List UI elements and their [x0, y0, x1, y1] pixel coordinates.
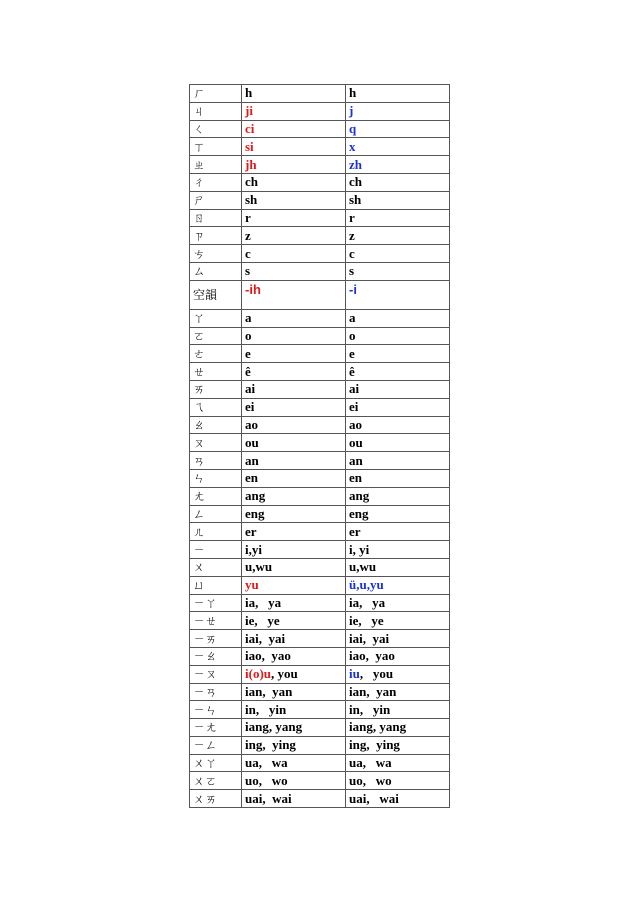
wade-giles-cell [242, 173, 346, 191]
hanyu-pinyin-cell [346, 309, 450, 327]
zhuyin-symbol-cell: ㄧ [190, 541, 242, 559]
wade-giles-cell [242, 523, 346, 541]
wade-giles-cell [242, 102, 346, 120]
wade-giles-cell [242, 380, 346, 398]
table-row [190, 754, 450, 772]
romanization-segment: sh [245, 192, 258, 208]
wade-giles-cell [242, 138, 346, 156]
zhuyin-symbol-cell: ㄦ [190, 523, 242, 541]
romanization-segment: e [245, 345, 251, 361]
hanyu-pinyin-cell [346, 262, 450, 280]
hanyu-pinyin-cell [346, 398, 450, 416]
zhuyin-romanization-table [189, 84, 450, 808]
table-row [190, 630, 450, 648]
romanization-segment: ia, ya [245, 594, 282, 610]
romanization-segment: ai [245, 381, 256, 397]
wade-giles-cell [242, 469, 346, 487]
hanyu-pinyin-cell [346, 209, 450, 227]
wade-giles-cell [242, 665, 346, 683]
table-row [190, 719, 450, 737]
zhuyin-symbol-cell: ㄨㄞ [190, 790, 242, 808]
zhuyin-symbol-cell: ㄛ [190, 327, 242, 345]
hanyu-pinyin-cell [346, 191, 450, 209]
romanization-segment: ji [245, 103, 253, 119]
romanization-segment: yu [245, 577, 259, 593]
wade-giles-cell [242, 398, 346, 416]
table-row [190, 594, 450, 612]
romanization-segment: ch [245, 174, 258, 190]
wade-giles-cell [242, 280, 346, 309]
hanyu-pinyin-cell [346, 505, 450, 523]
romanization-segment: ê [349, 363, 355, 379]
table-row [190, 487, 450, 505]
romanization-segment: an [245, 452, 259, 468]
zhuyin-symbol-cell: ㄐ [190, 102, 242, 120]
hanyu-pinyin-cell [346, 630, 450, 648]
wade-giles-cell [242, 558, 346, 576]
hanyu-pinyin-cell [346, 576, 450, 594]
zhuyin-symbol-cell: ㄧㄞ [190, 630, 242, 648]
romanization-segment: a [245, 310, 252, 326]
table-row [190, 245, 450, 263]
wade-giles-cell [242, 363, 346, 381]
table-row [190, 416, 450, 434]
romanization-segment: iu [349, 666, 360, 682]
wade-giles-cell [242, 576, 346, 594]
table-row [190, 772, 450, 790]
zhuyin-symbol-cell: ㄧㄥ [190, 736, 242, 754]
zhuyin-symbol-cell: ㄗ [190, 227, 242, 245]
romanization-segment: r [349, 209, 355, 225]
romanization-segment: , you [359, 666, 394, 682]
hanyu-pinyin-cell [346, 523, 450, 541]
table-row [190, 434, 450, 452]
zhuyin-symbol-cell: ㄓ [190, 156, 242, 174]
zhuyin-symbol-cell: ㄧㄤ [190, 719, 242, 737]
romanization-segment: er [245, 523, 257, 539]
table-row [190, 380, 450, 398]
zhuyin-symbol-cell: ㄡ [190, 434, 242, 452]
table-row [190, 280, 450, 309]
romanization-segment: ou [349, 434, 363, 450]
romanization-segment: iao, yao [245, 648, 291, 664]
wade-giles-cell [242, 736, 346, 754]
table-row [190, 558, 450, 576]
romanization-segment: uo, wo [245, 772, 288, 788]
romanization-segment: uo, wo [349, 772, 392, 788]
zhuyin-symbol-cell: ㄕ [190, 191, 242, 209]
hanyu-pinyin-cell [346, 156, 450, 174]
hanyu-pinyin-cell [346, 665, 450, 683]
zhuyin-symbol-cell: ㄧㄝ [190, 612, 242, 630]
table-row [190, 505, 450, 523]
hanyu-pinyin-cell [346, 701, 450, 719]
romanization-segment: eng [245, 505, 265, 521]
romanization-segment: iang, yang [245, 719, 303, 735]
romanization-segment: s [245, 263, 251, 279]
romanization-segment: uai, wai [245, 790, 292, 806]
romanization-segment: s [349, 263, 355, 279]
table-row [190, 452, 450, 470]
wade-giles-cell [242, 191, 346, 209]
romanization-segment: ang [245, 488, 266, 504]
table-row [190, 612, 450, 630]
zhuyin-symbol-cell: ㄨㄚ [190, 754, 242, 772]
hanyu-pinyin-cell [346, 345, 450, 363]
zhuyin-symbol-cell: ㄧㄠ [190, 647, 242, 665]
hanyu-pinyin-cell [346, 280, 450, 309]
romanization-segment: ei [349, 399, 359, 415]
romanization-segment: ing, ying [245, 737, 296, 753]
hanyu-pinyin-cell [346, 736, 450, 754]
hanyu-pinyin-cell [346, 719, 450, 737]
wade-giles-cell [242, 701, 346, 719]
romanization-segment: iai, yai [349, 630, 390, 646]
hanyu-pinyin-cell [346, 487, 450, 505]
romanization-segment: h [349, 85, 357, 101]
table-row [190, 647, 450, 665]
romanization-segment: c [245, 245, 251, 261]
romanization-segment: in, yin [349, 701, 391, 717]
romanization-segment: ei [245, 399, 255, 415]
table-row [190, 701, 450, 719]
hanyu-pinyin-cell [346, 612, 450, 630]
table-row [190, 85, 450, 103]
romanization-segment: u,wu [245, 559, 273, 575]
zhuyin-symbol-cell: ㄤ [190, 487, 242, 505]
hanyu-pinyin-cell [346, 120, 450, 138]
romanization-segment: ian, yan [349, 683, 397, 699]
wade-giles-cell [242, 209, 346, 227]
romanization-segment: ang [349, 488, 370, 504]
hanyu-pinyin-cell [346, 434, 450, 452]
romanization-segment: sh [349, 192, 362, 208]
romanization-segment: i,yi [245, 541, 262, 557]
romanization-segment: uai, wai [349, 790, 399, 806]
hanyu-pinyin-cell [346, 594, 450, 612]
zhuyin-symbol-cell: ㄧㄣ [190, 701, 242, 719]
wade-giles-cell [242, 327, 346, 345]
table-row [190, 469, 450, 487]
zhuyin-symbol-cell: ㄚ [190, 309, 242, 327]
zhuyin-symbol-cell: ㄝ [190, 363, 242, 381]
wade-giles-cell [242, 416, 346, 434]
zhuyin-symbol-cell: ㄥ [190, 505, 242, 523]
wade-giles-cell [242, 487, 346, 505]
romanization-segment: u,wu [349, 559, 377, 575]
romanization-segment: ua, wa [349, 755, 392, 771]
wade-giles-cell [242, 120, 346, 138]
hanyu-pinyin-cell [346, 380, 450, 398]
zhuyin-symbol-cell: ㄢ [190, 452, 242, 470]
wade-giles-cell [242, 719, 346, 737]
zhuyin-symbol-cell: ㄩ [190, 576, 242, 594]
hanyu-pinyin-cell [346, 772, 450, 790]
zhuyin-symbol-cell: ㄧㄡ [190, 665, 242, 683]
romanization-segment: i(o)u [245, 666, 271, 682]
wade-giles-cell [242, 434, 346, 452]
zhuyin-symbol-cell: ㄨㄛ [190, 772, 242, 790]
romanization-segment: ing, ying [349, 737, 400, 753]
romanization-segment: ai [349, 381, 360, 397]
hanyu-pinyin-cell [346, 683, 450, 701]
zhuyin-symbol-cell: ㄖ [190, 209, 242, 227]
zhuyin-symbol-cell: ㄑ [190, 120, 242, 138]
zhuyin-symbol-cell: ㄏ [190, 85, 242, 103]
romanization-segment: e [349, 345, 355, 361]
wade-giles-cell [242, 227, 346, 245]
romanization-segment: i, yi [349, 541, 370, 557]
table-row [190, 327, 450, 345]
table-row [190, 736, 450, 754]
wade-giles-cell [242, 647, 346, 665]
table-row [190, 363, 450, 381]
romanization-segment: z [245, 227, 251, 243]
zhuyin-symbol-cell: ㄔ [190, 173, 242, 191]
romanization-segment: ch [349, 174, 362, 190]
wade-giles-cell [242, 594, 346, 612]
table-row [190, 345, 450, 363]
table-row [190, 576, 450, 594]
romanization-segment: h [245, 85, 253, 101]
romanization-segment: iai, yai [245, 630, 286, 646]
table-row [190, 173, 450, 191]
zhuyin-symbol-cell: ㄜ [190, 345, 242, 363]
table-body [190, 85, 450, 808]
table-row [190, 683, 450, 701]
romanization-segment: ao [349, 416, 362, 432]
table-row [190, 665, 450, 683]
romanization-segment: ia, ya [349, 594, 386, 610]
romanization-segment: ie, ye [349, 612, 384, 628]
wade-giles-cell [242, 505, 346, 523]
romanization-segment: o [349, 327, 356, 343]
romanization-segment: eng [349, 505, 369, 521]
table-row [190, 138, 450, 156]
wade-giles-cell [242, 245, 346, 263]
wade-giles-cell [242, 790, 346, 808]
romanization-segment: -i [349, 281, 357, 297]
romanization-segment: -ih [245, 281, 261, 297]
romanization-segment: x [349, 138, 356, 154]
romanization-segment: ü,u,yu [349, 577, 384, 593]
romanization-segment: ie, ye [245, 612, 280, 628]
wade-giles-cell [242, 156, 346, 174]
hanyu-pinyin-cell [346, 138, 450, 156]
romanization-segment: er [349, 523, 361, 539]
romanization-segment: ci [245, 120, 255, 136]
hanyu-pinyin-cell [346, 790, 450, 808]
zhuyin-symbol-cell: ㄧㄢ [190, 683, 242, 701]
romanization-segment: jh [245, 156, 257, 172]
table-row [190, 309, 450, 327]
hanyu-pinyin-cell [346, 416, 450, 434]
wade-giles-cell [242, 541, 346, 559]
hanyu-pinyin-cell [346, 102, 450, 120]
romanization-segment: iao, yao [349, 648, 395, 664]
table-row [190, 227, 450, 245]
romanization-segment: ou [245, 434, 259, 450]
romanization-segment: j [349, 103, 354, 119]
romanization-segment: , you [271, 666, 298, 682]
zhuyin-symbol-cell: ㄘ [190, 245, 242, 263]
table-row [190, 120, 450, 138]
hanyu-pinyin-cell [346, 558, 450, 576]
table-row [190, 262, 450, 280]
zhuyin-symbol-cell: ㄨ [190, 558, 242, 576]
hanyu-pinyin-cell [346, 363, 450, 381]
zhuyin-symbol-cell: ㄒ [190, 138, 242, 156]
romanization-segment: en [349, 470, 362, 486]
hanyu-pinyin-cell [346, 245, 450, 263]
wade-giles-cell [242, 630, 346, 648]
romanization-segment: ian, yan [245, 683, 293, 699]
romanization-segment: ê [245, 363, 251, 379]
table-row [190, 156, 450, 174]
romanization-segment: ua, wa [245, 755, 288, 771]
zhuyin-symbol-cell: ㄟ [190, 398, 242, 416]
table-row [190, 191, 450, 209]
hanyu-pinyin-cell [346, 469, 450, 487]
romanization-segment: si [245, 138, 254, 154]
romanization-segment: ao [245, 416, 258, 432]
wade-giles-cell [242, 612, 346, 630]
romanization-segment: a [349, 310, 356, 326]
wade-giles-cell [242, 683, 346, 701]
romanization-segment: an [349, 452, 363, 468]
zhuyin-symbol-cell: ㄧㄚ [190, 594, 242, 612]
wade-giles-cell [242, 262, 346, 280]
wade-giles-cell [242, 345, 346, 363]
wade-giles-cell [242, 754, 346, 772]
romanization-segment: en [245, 470, 258, 486]
romanization-segment: zh [349, 156, 362, 172]
hanyu-pinyin-cell [346, 754, 450, 772]
romanization-segment: c [349, 245, 355, 261]
hanyu-pinyin-cell [346, 85, 450, 103]
zhuyin-symbol-cell: 空韻 [190, 280, 242, 309]
hanyu-pinyin-cell [346, 327, 450, 345]
wade-giles-cell [242, 452, 346, 470]
hanyu-pinyin-cell [346, 541, 450, 559]
table-row [190, 102, 450, 120]
table-row [190, 523, 450, 541]
table-row [190, 541, 450, 559]
romanization-segment: o [245, 327, 252, 343]
hanyu-pinyin-cell [346, 227, 450, 245]
table-row [190, 209, 450, 227]
wade-giles-cell [242, 309, 346, 327]
table-row [190, 790, 450, 808]
romanization-segment: iang, yang [349, 719, 407, 735]
table-row [190, 398, 450, 416]
zhuyin-symbol-cell: ㄞ [190, 380, 242, 398]
zhuyin-symbol-cell: ㄣ [190, 469, 242, 487]
romanization-segment: r [245, 209, 251, 225]
hanyu-pinyin-cell [346, 173, 450, 191]
romanization-segment: q [349, 120, 357, 136]
hanyu-pinyin-cell [346, 647, 450, 665]
zhuyin-symbol-cell: ㄙ [190, 262, 242, 280]
wade-giles-cell [242, 85, 346, 103]
hanyu-pinyin-cell [346, 452, 450, 470]
zhuyin-symbol-cell: ㄠ [190, 416, 242, 434]
romanization-segment: in, yin [245, 701, 287, 717]
wade-giles-cell [242, 772, 346, 790]
romanization-segment: z [349, 227, 355, 243]
